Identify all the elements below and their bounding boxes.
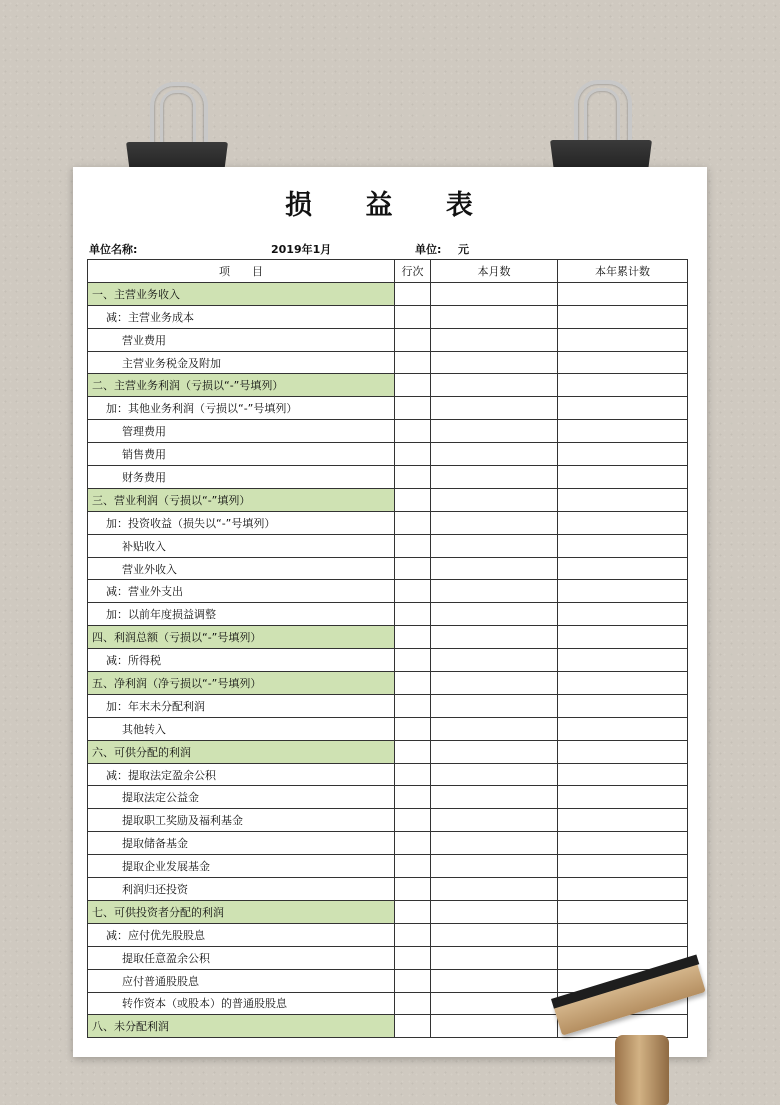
month-amount-cell[interactable]: [431, 923, 558, 946]
month-amount-cell[interactable]: [431, 305, 558, 328]
month-amount-cell[interactable]: [431, 878, 558, 901]
table-row: [88, 603, 688, 626]
ytd-amount-cell[interactable]: [558, 923, 688, 946]
row-item-label: 加：年末未分配利润: [88, 694, 395, 717]
table-row: [88, 740, 688, 763]
ytd-amount-cell[interactable]: [558, 740, 688, 763]
row-item-label: 减：提取法定盈余公积: [88, 763, 395, 786]
row-item-label: 六、可供分配的利润: [88, 740, 395, 763]
row-item-label: 补贴收入: [88, 534, 395, 557]
month-amount-cell[interactable]: [431, 900, 558, 923]
month-amount-cell[interactable]: [431, 717, 558, 740]
line-no-cell[interactable]: [395, 878, 431, 901]
ytd-amount-cell[interactable]: [558, 717, 688, 740]
ytd-amount-cell[interactable]: [558, 649, 688, 672]
table-row: [88, 649, 688, 672]
month-amount-cell[interactable]: [431, 626, 558, 649]
month-amount-cell[interactable]: [431, 649, 558, 672]
ytd-amount-cell[interactable]: [558, 443, 688, 466]
month-amount-cell[interactable]: [431, 672, 558, 695]
wooden-stamp: [545, 975, 780, 1102]
ytd-amount-cell[interactable]: [558, 626, 688, 649]
month-amount-cell[interactable]: [431, 488, 558, 511]
table-row: [88, 923, 688, 946]
line-no-cell[interactable]: [395, 557, 431, 580]
row-item-label: 减：主营业务成本: [88, 305, 395, 328]
row-item-label: 管理费用: [88, 420, 395, 443]
line-no-cell[interactable]: [395, 809, 431, 832]
table-row: [88, 717, 688, 740]
column-header-line-no: 行次: [395, 260, 431, 283]
ytd-amount-cell[interactable]: [558, 534, 688, 557]
row-item-label: 加：其他业务利润（亏损以“-”号填列）: [88, 397, 395, 420]
row-item-label: 销售费用: [88, 443, 395, 466]
row-item-label: 加：投资收益（损失以“-”号填列）: [88, 511, 395, 534]
table-row: [88, 786, 688, 809]
row-item-label: 三、营业利润（亏损以“-”填列）: [88, 488, 395, 511]
line-no-cell[interactable]: [395, 923, 431, 946]
table-header-row: [88, 260, 688, 283]
table-row: [88, 488, 688, 511]
ytd-amount-cell[interactable]: [558, 351, 688, 374]
line-no-cell[interactable]: [395, 466, 431, 489]
month-amount-cell[interactable]: [431, 511, 558, 534]
month-amount-cell[interactable]: [431, 832, 558, 855]
column-header-ytd: 本年累计数: [558, 260, 688, 283]
table-row: [88, 855, 688, 878]
row-item-label: 营业外收入: [88, 557, 395, 580]
line-no-cell[interactable]: [395, 855, 431, 878]
month-amount-cell[interactable]: [431, 855, 558, 878]
month-amount-cell[interactable]: [431, 992, 558, 1015]
ytd-amount-cell[interactable]: [558, 786, 688, 809]
month-amount-cell[interactable]: [431, 466, 558, 489]
row-item-label: 八、未分配利润: [88, 1015, 395, 1038]
month-amount-cell[interactable]: [431, 374, 558, 397]
table-row: [88, 832, 688, 855]
row-item-label: 五、净利润（净亏损以“-”号填列）: [88, 672, 395, 695]
column-header-item: 项 目: [88, 260, 395, 283]
line-no-cell[interactable]: [395, 946, 431, 969]
table-row: [88, 397, 688, 420]
ytd-amount-cell[interactable]: [558, 832, 688, 855]
ytd-amount-cell[interactable]: [558, 603, 688, 626]
month-amount-cell[interactable]: [431, 1015, 558, 1038]
row-item-label: 利润归还投资: [88, 878, 395, 901]
ytd-amount-cell[interactable]: [558, 282, 688, 305]
line-no-cell[interactable]: [395, 282, 431, 305]
line-no-cell[interactable]: [395, 305, 431, 328]
unit-name-label: 单位名称:: [89, 243, 138, 256]
table-row: [88, 511, 688, 534]
row-item-label: 其他转入: [88, 717, 395, 740]
month-amount-cell[interactable]: [431, 351, 558, 374]
month-amount-cell[interactable]: [431, 443, 558, 466]
row-item-label: 七、可供投资者分配的利润: [88, 900, 395, 923]
line-no-cell[interactable]: [395, 443, 431, 466]
table-row: [88, 466, 688, 489]
row-item-label: 主营业务税金及附加: [88, 351, 395, 374]
month-amount-cell[interactable]: [431, 397, 558, 420]
table-row: [88, 534, 688, 557]
month-amount-cell[interactable]: [431, 763, 558, 786]
line-no-cell[interactable]: [395, 900, 431, 923]
row-item-label: 财务费用: [88, 466, 395, 489]
ytd-amount-cell[interactable]: [558, 420, 688, 443]
stamp-handle: [615, 1035, 669, 1105]
row-item-label: 减：营业外支出: [88, 580, 395, 603]
ytd-amount-cell[interactable]: [558, 694, 688, 717]
line-no-cell[interactable]: [395, 969, 431, 992]
table-row: [88, 282, 688, 305]
row-item-label: 二、主营业务利润（亏损以“-”号填列）: [88, 374, 395, 397]
ytd-amount-cell[interactable]: [558, 809, 688, 832]
line-no-cell[interactable]: [395, 397, 431, 420]
currency-label: 单位:: [415, 243, 442, 256]
line-no-cell[interactable]: [395, 649, 431, 672]
table-row: [88, 809, 688, 832]
line-no-cell[interactable]: [395, 534, 431, 557]
ytd-amount-cell[interactable]: [558, 878, 688, 901]
row-item-label: 提取职工奖励及福利基金: [88, 809, 395, 832]
ytd-amount-cell[interactable]: [558, 305, 688, 328]
income-statement-table: [87, 259, 688, 1038]
row-item-label: 四、利润总额（亏损以“-”号填列）: [88, 626, 395, 649]
line-no-cell[interactable]: [395, 694, 431, 717]
table-row: [88, 557, 688, 580]
month-amount-cell[interactable]: [431, 534, 558, 557]
table-row: [88, 420, 688, 443]
row-item-label: 加：以前年度损益调整: [88, 603, 395, 626]
table-row: [88, 694, 688, 717]
row-item-label: 提取企业发展基金: [88, 855, 395, 878]
row-item-label: 提取储备基金: [88, 832, 395, 855]
row-item-label: 提取任意盈余公积: [88, 946, 395, 969]
ytd-amount-cell[interactable]: [558, 763, 688, 786]
line-no-cell[interactable]: [395, 580, 431, 603]
line-no-cell[interactable]: [395, 672, 431, 695]
row-item-label: 转作资本（或股本）的普通股股息: [88, 992, 395, 1015]
ytd-amount-cell[interactable]: [558, 672, 688, 695]
line-no-cell[interactable]: [395, 374, 431, 397]
table-row: [88, 626, 688, 649]
line-no-cell[interactable]: [395, 763, 431, 786]
line-no-cell[interactable]: [395, 626, 431, 649]
ytd-amount-cell[interactable]: [558, 397, 688, 420]
line-no-cell[interactable]: [395, 832, 431, 855]
table-row: [88, 763, 688, 786]
line-no-cell[interactable]: [395, 420, 431, 443]
table-row: [88, 672, 688, 695]
month-amount-cell[interactable]: [431, 694, 558, 717]
ytd-amount-cell[interactable]: [558, 900, 688, 923]
month-amount-cell[interactable]: [431, 740, 558, 763]
table-row: [88, 328, 688, 351]
table-row: [88, 443, 688, 466]
line-no-cell[interactable]: [395, 992, 431, 1015]
month-amount-cell[interactable]: [431, 603, 558, 626]
line-no-cell[interactable]: [395, 511, 431, 534]
line-no-cell[interactable]: [395, 488, 431, 511]
ytd-amount-cell[interactable]: [558, 328, 688, 351]
ytd-amount-cell[interactable]: [558, 374, 688, 397]
ytd-amount-cell[interactable]: [558, 466, 688, 489]
row-item-label: 营业费用: [88, 328, 395, 351]
month-amount-cell[interactable]: [431, 420, 558, 443]
line-no-cell[interactable]: [395, 786, 431, 809]
month-amount-cell[interactable]: [431, 946, 558, 969]
currency-value: 元: [458, 243, 469, 256]
row-item-label: 减：所得税: [88, 649, 395, 672]
table-row: [88, 878, 688, 901]
line-no-cell[interactable]: [395, 717, 431, 740]
table-row: [88, 374, 688, 397]
table-row: [88, 580, 688, 603]
ytd-amount-cell[interactable]: [558, 557, 688, 580]
month-amount-cell[interactable]: [431, 328, 558, 351]
clip-wire-inner: [160, 90, 196, 147]
month-amount-cell[interactable]: [431, 580, 558, 603]
table-row: [88, 305, 688, 328]
row-item-label: 减：应付优先股股息: [88, 923, 395, 946]
month-amount-cell[interactable]: [431, 282, 558, 305]
table-row: [88, 351, 688, 374]
report-period: 2019年1月: [271, 243, 332, 256]
row-item-label: 提取法定公益金: [88, 786, 395, 809]
ytd-amount-cell[interactable]: [558, 511, 688, 534]
line-no-cell[interactable]: [395, 740, 431, 763]
line-no-cell[interactable]: [395, 351, 431, 374]
page-title: 损 益 表: [285, 190, 495, 221]
month-amount-cell[interactable]: [431, 786, 558, 809]
line-no-cell[interactable]: [395, 1015, 431, 1038]
table-row: [88, 900, 688, 923]
line-no-cell[interactable]: [395, 603, 431, 626]
document-sheet: [73, 167, 707, 1057]
month-amount-cell[interactable]: [431, 969, 558, 992]
ytd-amount-cell[interactable]: [558, 855, 688, 878]
ytd-amount-cell[interactable]: [558, 580, 688, 603]
table-row: [88, 946, 688, 969]
line-no-cell[interactable]: [395, 328, 431, 351]
ytd-amount-cell[interactable]: [558, 488, 688, 511]
clip-wire-inner: [584, 88, 620, 145]
column-header-month: 本月数: [431, 260, 558, 283]
month-amount-cell[interactable]: [431, 809, 558, 832]
month-amount-cell[interactable]: [431, 557, 558, 580]
row-item-label: 一、主营业务收入: [88, 282, 395, 305]
row-item-label: 应付普通股股息: [88, 969, 395, 992]
